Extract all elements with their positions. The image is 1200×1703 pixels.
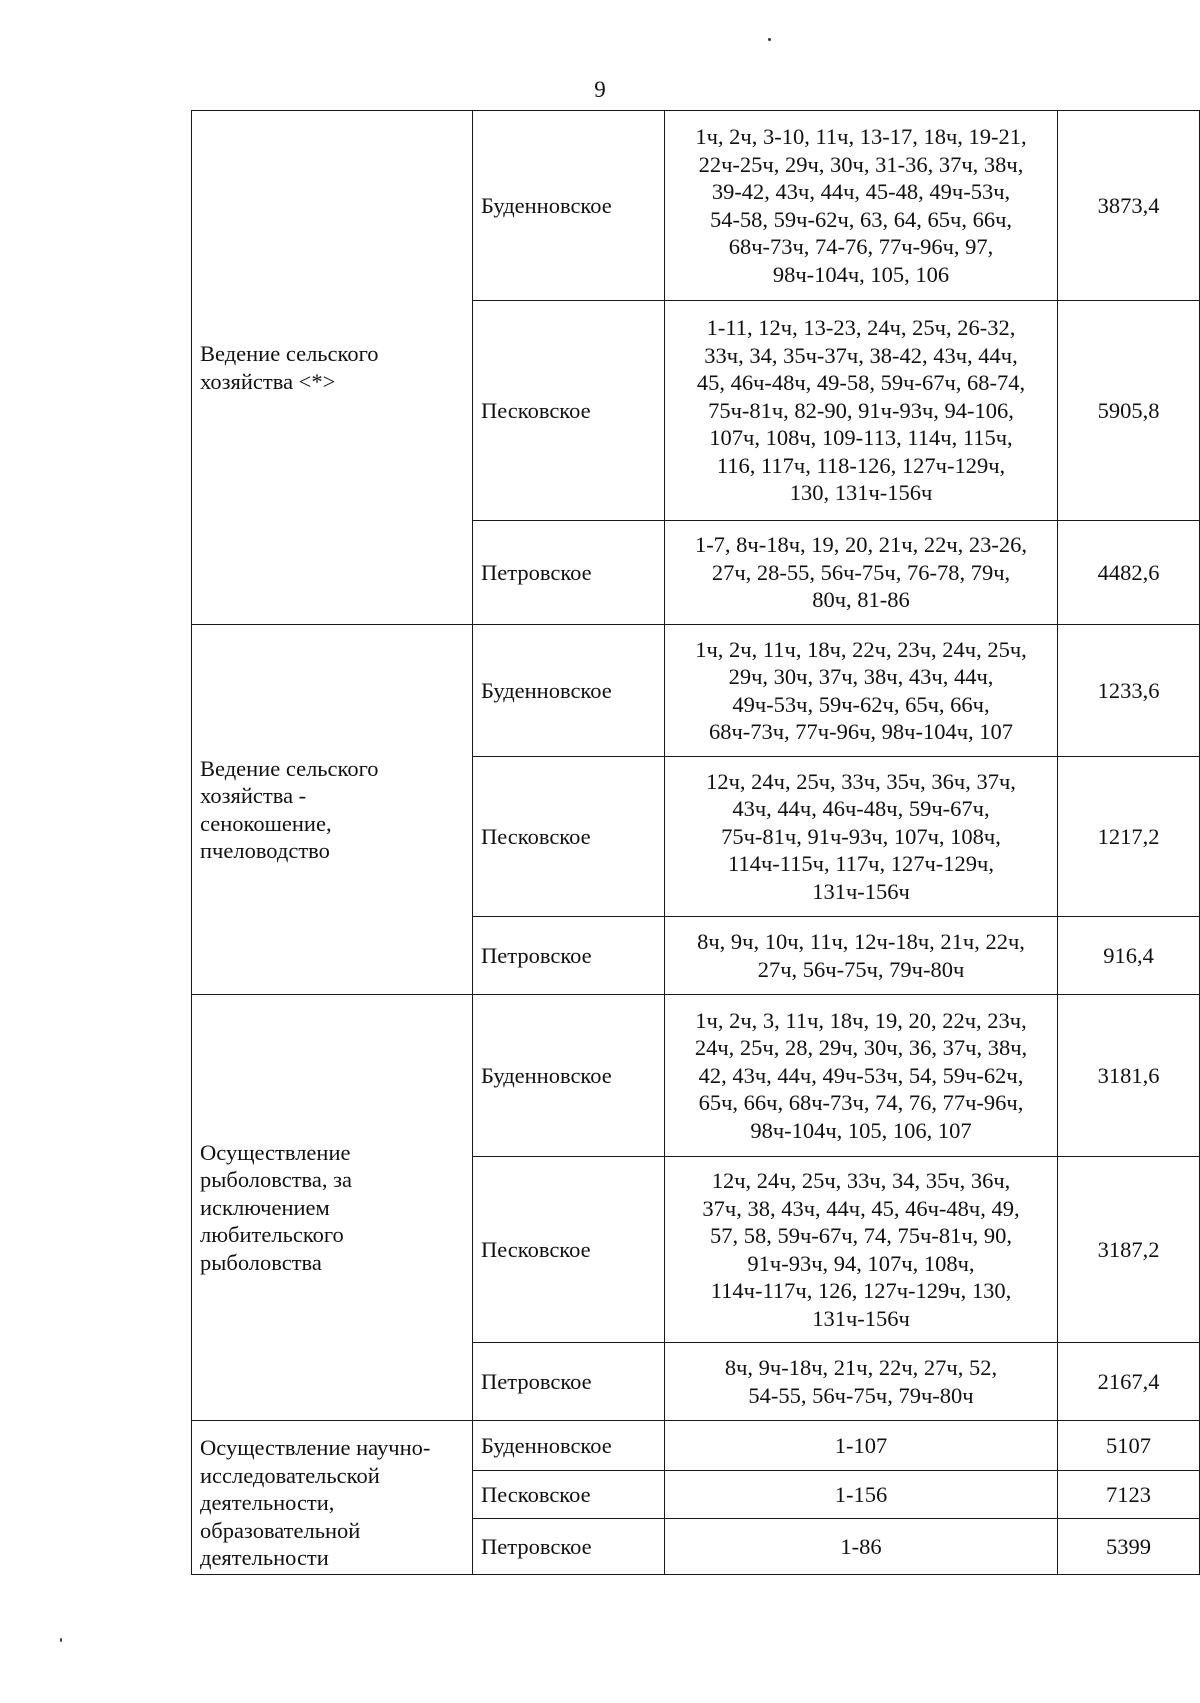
quarters-cell [665,1421,1058,1471]
activity-text: Ведение сельского хозяйства <*> [200,341,379,394]
settlement-cell: Буденновское [473,111,665,301]
quarters-text: 1ч, 2ч, 3, 11ч, 18ч, 19, 20, 22ч, 23ч, 24ч, 25ч, 28, 29ч, 30ч, 36, 37ч, 38ч, 42, 43ч, 44ч, 49ч-53ч, 54, 59ч-62ч, 65ч, 66ч, 68ч-73ч, 74, 76, 77ч-96ч, 98ч-104ч, 105, 106, 107 [694,1007,1028,1143]
quarters-cell [665,1157,1058,1343]
table-row [192,111,1200,301]
activity-text: Ведение сельского хозяйства - сенокошение, пчеловодство [200,755,379,863]
quarters-text: 1-86 [840,1533,882,1559]
settlement-cell: Песковское [473,301,665,521]
quarters-cell [665,1471,1058,1519]
quarters-cell [665,1343,1058,1421]
table-row [192,1421,1200,1471]
settlement-cell: Петровское [473,917,665,995]
land-use-table [191,110,1200,1575]
area-cell: 3187,2 [1058,1157,1200,1343]
settlement-cell: Буденновское [473,995,665,1157]
quarters-cell [665,757,1058,917]
quarters-text: 1-7, 8ч-18ч, 19, 20, 21ч, 22ч, 23-26, 27ч, 28-55, 56ч-75ч, 76-78, 79ч, 80ч, 81-86 [694,532,1028,613]
quarters-text: 12ч, 24ч, 25ч, 33ч, 35ч, 36ч, 37ч, 43ч, 44ч, 46ч-48ч, 59ч-67ч, 75ч-81ч, 91ч-93ч, 107ч, 108ч, 114ч-115ч, 117ч, 127ч-129ч, 131ч-156ч [706,768,1016,904]
activity-cell [192,995,473,1421]
settlement-cell: Песковское [473,757,665,917]
area-cell: 5107 [1058,1421,1200,1471]
scan-speck [768,38,771,41]
activity-cell [192,111,473,625]
quarters-text: 12ч, 24ч, 25ч, 33ч, 34, 35ч, 36ч, 37ч, 38, 43ч, 44ч, 45, 46ч-48ч, 49, 57, 58, 59ч-67ч, 74, 75ч-81ч, 90, 91ч-93ч, 94, 107ч, 108ч, 114ч-117ч, 126, 127ч-129ч, 130, 131ч-156ч [702,1168,1020,1331]
quarters-text: 8ч, 9ч, 10ч, 11ч, 12ч-18ч, 21ч, 22ч, 27ч, 56ч-75ч, 79ч-80ч [697,929,1025,982]
quarters-cell [665,111,1058,301]
quarters-cell [665,1519,1058,1575]
settlement-cell: Буденновское [473,625,665,757]
settlement-cell: Песковское [473,1471,665,1519]
quarters-cell [665,917,1058,995]
area-cell: 916,4 [1058,917,1200,995]
quarters-cell [665,995,1058,1157]
settlement-cell: Песковское [473,1157,665,1343]
activity-cell [192,1421,473,1575]
area-cell: 3873,4 [1058,111,1200,301]
table-row [192,625,1200,757]
area-cell: 2167,4 [1058,1343,1200,1421]
quarters-cell [665,301,1058,521]
quarters-text: 1ч, 2ч, 3-10, 11ч, 13-17, 18ч, 19-21, 22ч-25ч, 29ч, 30ч, 31-36, 37ч, 38ч, 39-42, 43ч, 44ч, 45-48, 49ч-53ч, 54-58, 59ч-62ч, 63, 64, 65ч, 66ч, 68ч-73ч, 74-76, 77ч-96ч, 97, 98ч-104ч, 105, 106 [695,124,1027,287]
settlement-cell: Петровское [473,1519,665,1575]
area-cell: 5905,8 [1058,301,1200,521]
settlement-cell: Петровское [473,521,665,625]
activity-text: Осуществление научно- исследовательской деятельности, образовательной деятельности [200,1435,431,1570]
activity-text: Осуществление рыболовства, за исключением любительского рыболовства [200,1139,352,1275]
quarters-cell [665,625,1058,757]
scan-speck [60,1638,62,1642]
page-number: 9 [594,77,606,102]
settlement-cell: Петровское [473,1343,665,1421]
quarters-cell [665,521,1058,625]
table-row [192,995,1200,1157]
activity-cell [192,625,473,995]
settlement-cell: Буденновское [473,1421,665,1471]
quarters-text: 1-107 [834,1432,888,1458]
quarters-text: 1-156 [834,1481,888,1507]
area-cell: 7123 [1058,1471,1200,1519]
quarters-text: 1ч, 2ч, 11ч, 18ч, 22ч, 23ч, 24ч, 25ч, 29ч, 30ч, 37ч, 38ч, 43ч, 44ч, 49ч-53ч, 59ч-62ч, 65ч, 66ч, 68ч-73ч, 77ч-96ч, 98ч-104ч, 107 [695,636,1027,744]
area-cell: 1217,2 [1058,757,1200,917]
area-cell: 1233,6 [1058,625,1200,757]
area-cell: 5399 [1058,1519,1200,1575]
area-cell: 3181,6 [1058,995,1200,1157]
area-cell: 4482,6 [1058,521,1200,625]
quarters-text: 8ч, 9ч-18ч, 21ч, 22ч, 27ч, 52, 54-55, 56ч-75ч, 79ч-80ч [724,1355,998,1408]
quarters-text: 1-11, 12ч, 13-23, 24ч, 25ч, 26-32, 33ч, 34, 35ч-37ч, 38-42, 43ч, 44ч, 45, 46ч-48ч, 49-58, 59ч-67ч, 68-74, 75ч-81ч, 82-90, 91ч-93ч, 94-106, 107ч, 108ч, 109-113, 114ч, 115ч, 116, 117ч, 118-126, 127ч-129ч, 130, 131ч-156ч [696,315,1026,506]
